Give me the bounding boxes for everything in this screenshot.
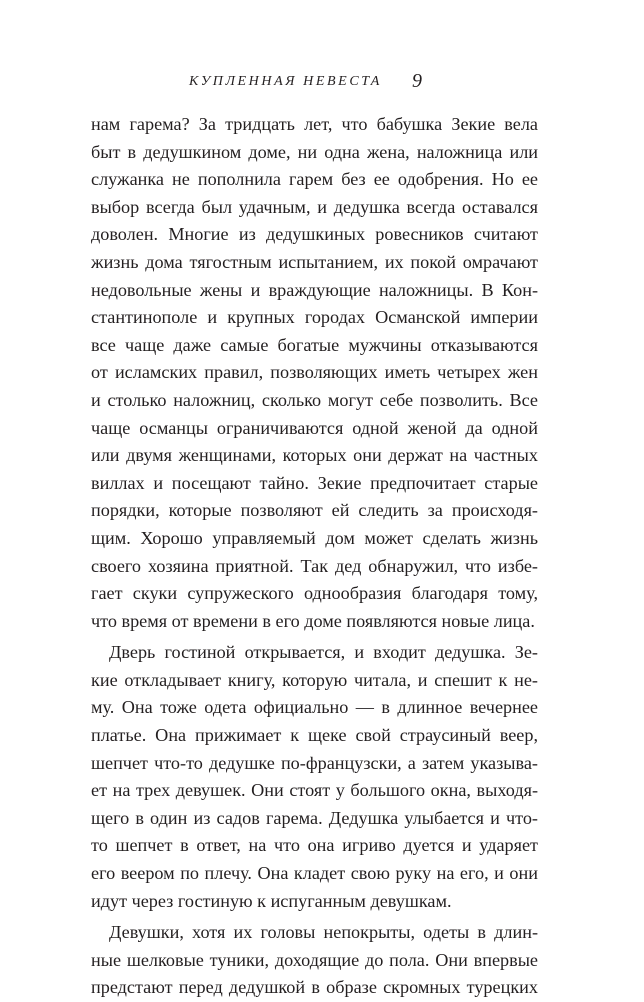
text-line: или двумя женщинами, которых они держат на частных bbox=[91, 445, 538, 466]
text-line: быт в дедушкином доме, ни одна жена, наложница или bbox=[91, 141, 538, 162]
text-line: виллах и посещают тайно. Зекие предпочитает старые bbox=[91, 472, 538, 493]
text-line: недовольные жены и враждующие наложницы. В Кон- bbox=[91, 279, 538, 300]
text-line: жизнь дома тягостным испытанием, их покой омрачают bbox=[91, 251, 538, 272]
text-line: гает скуки супружеского однообразия благодаря тому, bbox=[91, 583, 538, 604]
text-line: своего хозяина приятной. Так дед обнаружил, что избе- bbox=[91, 555, 538, 576]
text-line: все чаще даже самые богатые мужчины отказываются bbox=[91, 334, 538, 355]
text-line: предстают перед дедушкой в образе скромных турецких bbox=[91, 977, 538, 998]
text-line: и столько наложниц, сколько могут себе позволить. Все bbox=[91, 389, 538, 410]
page-number: 9 bbox=[412, 70, 422, 92]
text-line: щего в один из садов гарема. Дедушка улыбается и что- bbox=[91, 807, 538, 828]
text-line: му. Она тоже одета официально — в длинное вечернее bbox=[91, 697, 538, 718]
text-line: ные шелковые туники, доходящие до пола. Они впервые bbox=[91, 949, 538, 970]
text-line: идут через гостиную к испуганным девушкам. bbox=[91, 890, 452, 911]
text-line: чаще османцы ограничиваются одной женой да одной bbox=[91, 417, 538, 438]
text-line: Девушки, хотя их головы непокрыты, одеты в длин- bbox=[109, 922, 538, 943]
running-title: КУПЛЕННАЯ НЕВЕСТА bbox=[189, 74, 382, 89]
text-line: Дверь гостиной открывается, и входит дедушка. Зе- bbox=[109, 642, 538, 663]
text-line: шепчет что-то дедушке по-французски, а затем указыва- bbox=[91, 752, 538, 773]
text-line: платье. Она прижимает к щеке свой страусиный веер, bbox=[91, 725, 538, 746]
paragraph bbox=[91, 639, 538, 915]
text-line: доволен. Многие из дедушкиных ровесников считают bbox=[91, 224, 538, 245]
text-line: ет на трех девушек. Они стоят у большого окна, выходя- bbox=[91, 780, 538, 801]
text-line: выбор всегда был удачным, и дедушка всегда оставался bbox=[91, 196, 538, 217]
body-text bbox=[91, 111, 538, 1002]
text-line: служанка не пополнила гарем без ее одобрения. Но ее bbox=[91, 169, 538, 190]
text-line: его веером по плечу. Она кладет свою руку на его, и они bbox=[91, 863, 538, 884]
text-line: что время от времени в его доме появляются новые лица. bbox=[91, 610, 535, 631]
text-line: от исламских правил, позволяющих иметь четырех жен bbox=[91, 362, 538, 383]
text-line: щим. Хорошо управляемый дом может сделать жизнь bbox=[91, 527, 538, 548]
paragraph bbox=[91, 919, 538, 1002]
text-line: порядки, которые позволяют ей следить за происходя- bbox=[91, 500, 538, 521]
text-line: кие откладывает книгу, которую читала, и спешит к не- bbox=[91, 669, 538, 690]
text-line: нам гарема? За тридцать лет, что бабушка Зекие вела bbox=[91, 114, 538, 134]
running-head bbox=[0, 70, 644, 94]
text-line: стантинополе и крупных городах Османской империи bbox=[91, 307, 538, 328]
paragraph bbox=[91, 111, 538, 635]
text-line: то шепчет в ответ, на что она игриво дуется и ударяет bbox=[91, 835, 538, 856]
